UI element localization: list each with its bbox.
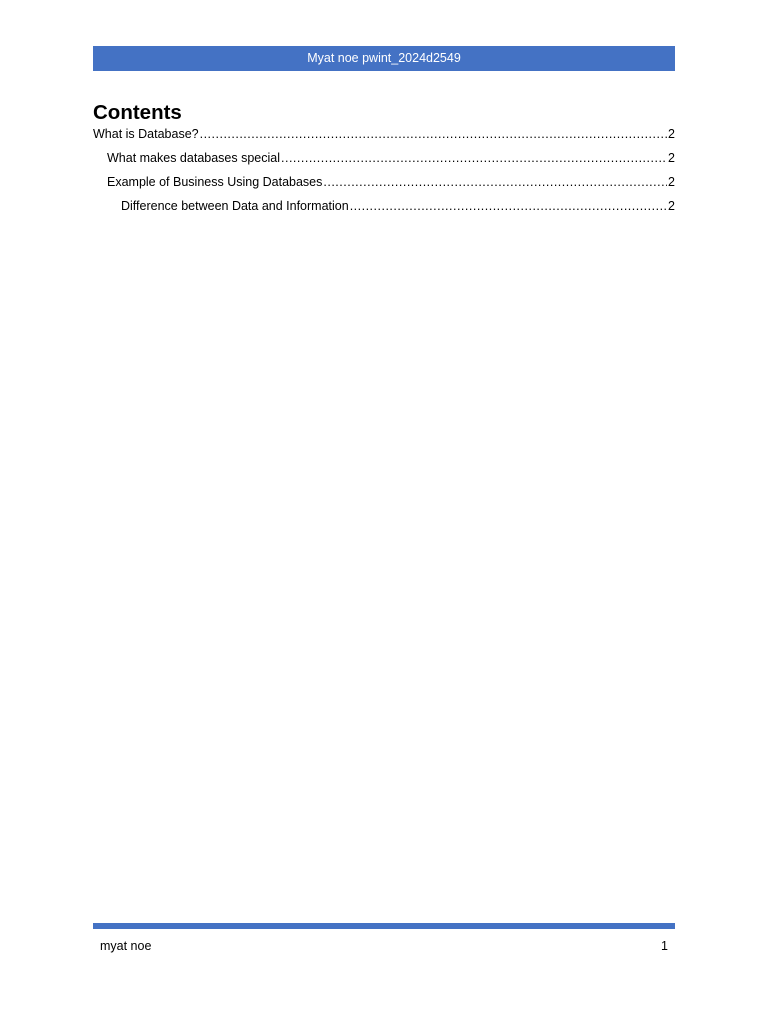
toc-entry-page: 2 <box>668 151 675 165</box>
toc-entry-what-is-database[interactable] <box>93 124 675 148</box>
footer-divider <box>93 923 675 929</box>
toc-entry-data-vs-information[interactable] <box>93 196 675 220</box>
toc-dot-leader <box>200 124 667 144</box>
toc-entry-what-makes-databases-special[interactable] <box>93 148 675 172</box>
toc-entry-page: 2 <box>668 127 675 141</box>
toc-entry-page: 2 <box>668 199 675 213</box>
toc-entry-label: What is Database? <box>93 127 199 141</box>
toc-entry-label: Example of Business Using Databases <box>107 175 323 189</box>
footer-author: myat noe <box>100 939 152 953</box>
toc-entry-example-of-business[interactable] <box>93 172 675 196</box>
header-text: Myat noe pwint_2024d2549 <box>307 51 461 65</box>
page-header <box>93 46 675 71</box>
table-of-contents <box>93 124 675 220</box>
toc-entry-label: What makes databases special <box>107 151 281 165</box>
toc-entry-label: Difference between Data and Information <box>121 199 349 213</box>
toc-title: Contents <box>93 101 182 124</box>
toc-dot-leader <box>350 196 667 216</box>
footer-page-number: 1 <box>661 939 668 953</box>
toc-entry-page: 2 <box>668 175 675 189</box>
toc-dot-leader <box>323 172 667 192</box>
toc-dot-leader <box>281 148 667 168</box>
